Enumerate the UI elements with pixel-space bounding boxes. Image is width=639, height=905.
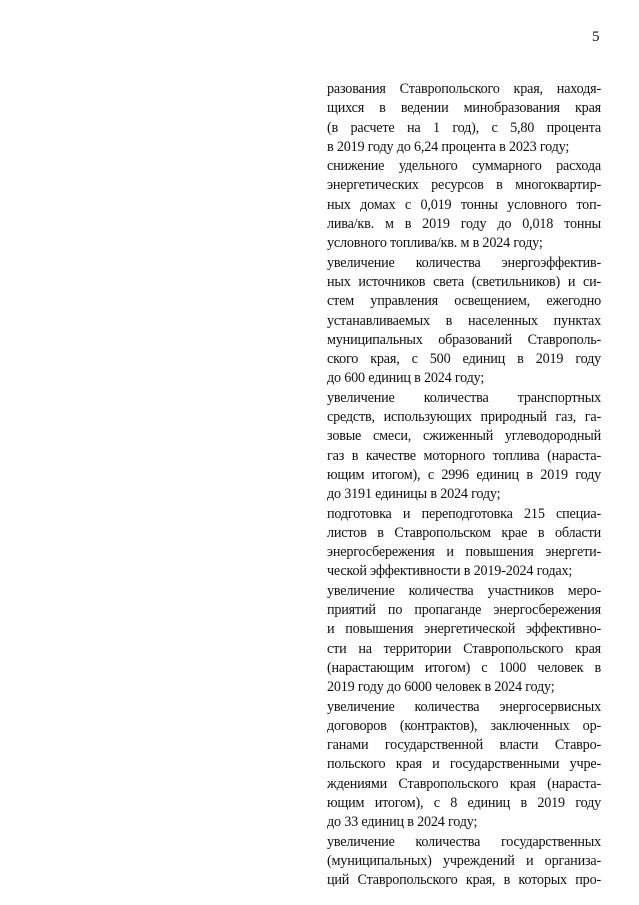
text-line: 2019 году до 6000 человек в 2024 году;	[327, 679, 555, 696]
body-text	[327, 80, 601, 890]
text-line: муниципальных образований Ставрополь-	[327, 331, 601, 348]
page-number: 5	[592, 29, 600, 45]
text-line: устанавливаемых в населенных пунктах	[327, 312, 601, 329]
text-line: подготовка и переподготовка 215 специа-	[327, 505, 601, 522]
text-line: разования Ставропольского края, находя-	[327, 81, 601, 97]
text-line: зовые смеси, сжиженный углеводородный	[327, 428, 601, 445]
text-line: ческой эффективности в 2019-2024 годах;	[327, 563, 573, 580]
text-line: газ в качестве моторного топлива (нараста-	[327, 447, 601, 464]
text-line: приятий по пропаганде энергосбережения	[327, 602, 601, 619]
text-line: (в расчете на 1 год), с 5,80 процента	[327, 119, 601, 136]
text-line: ющим итогом), с 2996 единиц в 2019 году	[327, 466, 601, 483]
text-line: ций Ставропольского края, в которых про-	[327, 872, 601, 889]
text-line: листов в Ставропольском крае в области	[327, 524, 601, 541]
text-line: (муниципальных) учреждений и организа-	[327, 852, 601, 869]
text-line: увеличение количества транспортных	[327, 389, 601, 406]
text-line: до 3191 единицы в 2024 году;	[327, 486, 501, 503]
text-line: увеличение количества энергоэффектив-	[327, 254, 601, 271]
text-line: до 33 единиц в 2024 году;	[327, 814, 478, 831]
text-line: снижение удельного суммарного расхода	[327, 158, 601, 175]
text-line: щихся в ведении минобразования края	[327, 100, 601, 117]
text-line: ждениями Ставропольского края (нараста-	[327, 775, 601, 792]
text-line: увеличение количества энергосервисных	[327, 698, 601, 715]
text-line: в 2019 году до 6,24 процента в 2023 году;	[327, 138, 570, 155]
text-line: ющим итогом), с 8 единиц в 2019 году	[327, 794, 601, 811]
text-line: (нарастающим итогом) с 1000 человек в	[327, 659, 601, 676]
text-line: лива/кв. м в 2019 году до 0,018 тонны	[327, 216, 601, 233]
text-line: условного топлива/кв. м в 2024 году;	[327, 235, 543, 252]
text-line: стем управления освещением, ежегодно	[327, 293, 601, 310]
text-line: энергосбережения и повышения энергети-	[327, 544, 601, 561]
text-line: польского края и государственными учре-	[327, 756, 601, 773]
text-line: увеличение количества участников меро-	[327, 582, 601, 599]
text-line: договоров (контрактов), заключенных ор-	[327, 717, 601, 734]
text-line: ных источников света (светильников) и си-	[327, 273, 601, 290]
text-line: сти на территории Ставропольского края	[327, 640, 601, 657]
text-line: ского края, с 500 единиц в 2019 году	[327, 351, 601, 368]
text-line: ганами государственной власти Ставро-	[327, 737, 601, 754]
text-line: ных домах с 0,019 тонны условного топ-	[327, 196, 601, 213]
text-line: энергетических ресурсов в многоквартир-	[327, 177, 601, 194]
text-line: увеличение количества государственных	[327, 833, 601, 850]
text-line: и повышения энергетической эффективно-	[327, 621, 601, 638]
text-line: средств, использующих природный газ, га-	[327, 409, 601, 426]
text-line: до 600 единиц в 2024 году;	[327, 370, 485, 387]
